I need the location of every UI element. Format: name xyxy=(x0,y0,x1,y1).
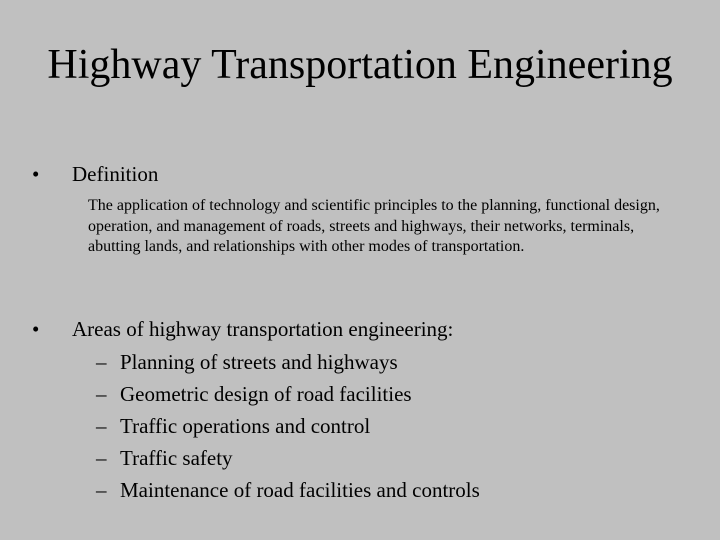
list-item xyxy=(96,442,480,474)
bullet-icon: • xyxy=(32,162,40,186)
list-item-label: Traffic safety xyxy=(120,446,233,470)
areas-heading: Areas of highway transportation engineering: xyxy=(72,317,454,341)
bullet-icon: • xyxy=(32,317,40,341)
definition-bullet xyxy=(30,161,158,187)
definition-heading: Definition xyxy=(72,162,159,186)
dash-bullet-icon: – xyxy=(96,350,107,374)
dash-bullet-icon: – xyxy=(96,414,107,438)
list-item-label: Maintenance of road facilities and controls xyxy=(120,478,480,502)
list-item-label: Geometric design of road facilities xyxy=(120,382,412,406)
list-item-label: Planning of streets and highways xyxy=(120,350,398,374)
list-item xyxy=(96,410,480,442)
list-item xyxy=(96,474,480,506)
dash-bullet-icon: – xyxy=(96,382,107,406)
list-item xyxy=(96,378,480,410)
list-item-label: Traffic operations and control xyxy=(120,414,371,438)
list-item xyxy=(96,346,480,378)
areas-list xyxy=(96,346,480,506)
areas-bullet xyxy=(30,316,453,342)
slide-title: Highway Transportation Engineering xyxy=(47,42,673,88)
definition-body: The application of technology and scientific principles to the planning, functional design, operation, and management of roads, streets and highways, their networks, terminals, abutting lands, and relationships with other modes of transportation. xyxy=(88,197,660,255)
dash-bullet-icon: – xyxy=(96,446,107,470)
dash-bullet-icon: – xyxy=(96,478,107,502)
